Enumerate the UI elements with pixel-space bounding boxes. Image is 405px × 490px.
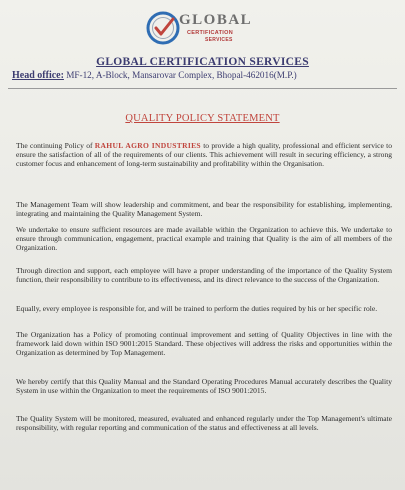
company-name-heading: GLOBAL CERTIFICATION SERVICES — [96, 56, 309, 68]
intro-text-before: The continuing Policy of — [16, 141, 95, 150]
head-office-address: MF-12, A-Block, Mansarovar Complex, Bhopal-462016(M.P.) — [63, 70, 297, 80]
logo-subtitle-line2: SERVICES — [205, 37, 233, 43]
policy-paragraph-management: The Management Team will show leadership and commitment, and bear the responsibility for establishing, implementing, integrating and maintaining the Quality Management System. — [16, 200, 392, 218]
head-office-line — [12, 70, 399, 81]
logo-subtitle-line1: CERTIFICATION — [187, 30, 233, 36]
head-office-label: Head office: — [12, 70, 64, 81]
policy-title: QUALITY POLICY STATEMENT — [125, 113, 280, 124]
policy-paragraph-resources: We undertake to ensure sufficient resources are made available within the Organization to achieve this. We undertake to ensure through communication, engagement, practical example and training that Quality is the aim of all members of the Organization. — [16, 225, 392, 252]
policy-intro-paragraph — [16, 142, 392, 168]
policy-paragraph-direction: Through direction and support, each employee will have a proper understanding of the importance of the Quality System function, their responsibility to contribute to its effectiveness, and its direct relevance to the success of the Organization. — [16, 266, 392, 284]
policy-paragraph-improvement: The Organization has a Policy of promoting continual improvement and setting of Quality Objectives in line with the framework laid down within ISO 9001:2015 Standard. These objectives will address the risks and opportunities within the Organization as determined by Top Management. — [16, 330, 392, 357]
intro-text-after: to provide a high quality, professional and efficient service to ensure the satisfaction of all of the requirements of our clients. This achievement will result in securing efficiency, a strong customer focus and enhancement of long-term sustainability and profitability within the Organisation. — [16, 141, 392, 168]
header-divider — [8, 88, 397, 89]
policy-paragraph-employee: Equally, every employee is responsible for, and will be trained to perform the duties required by his or her specific role. — [16, 304, 378, 313]
globe-check-emblem-icon — [143, 8, 183, 48]
client-company-name: RAHUL AGRO INDUSTRIES — [94, 141, 201, 150]
policy-paragraph-monitoring: The Quality System will be monitored, measured, evaluated and enhanced regularly under the Top Management's ultimate responsibility, with regular reporting and communication of the status and effectiveness at all levels. — [16, 414, 392, 432]
global-certification-logo — [143, 8, 263, 48]
logo-wordmark: GLOBAL — [179, 12, 253, 28]
policy-paragraph-certify: We hereby certify that this Quality Manual and the Standard Operating Procedures Manual accurately describes the Quality System in use within the Organization to meet the requirements of ISO 9001:2015. — [16, 377, 392, 395]
